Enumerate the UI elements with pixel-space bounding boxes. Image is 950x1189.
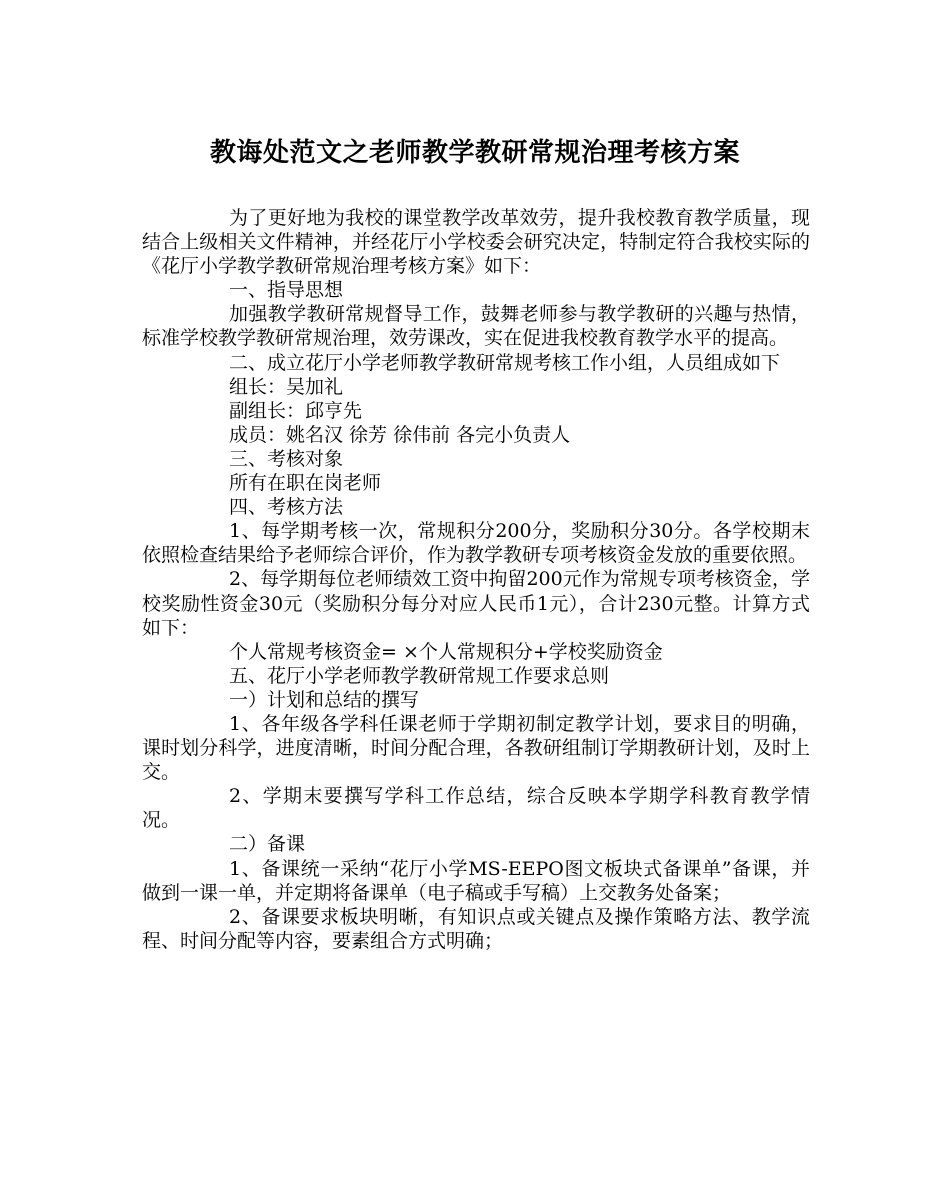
numbered-item: 1、各年级各学科任课老师于学期初制定教学计划，要求目的明确，课时划分科学，进度清晰，时间分配合理，各教研组制订学期教研计划，及时上交。 — [142, 712, 810, 784]
section-heading-assessment-target: 三、考核对象 — [229, 447, 344, 470]
intro-paragraph: 为了更好地为我校的课堂教学改革效劳，提升我校教育教学质量，现结合上级相关文件精神，并经花厅小学校委会研究决定，特制定符合我校实际的《花厅小学教学教研常规治理考核方案》如下： — [142, 207, 810, 278]
section-heading-general-requirements: 五、花厅小学老师教学教研常规工作要求总则 — [229, 664, 610, 687]
subsection-heading-plans: 一）计划和总结的撰写 — [229, 688, 420, 711]
group-leader-line: 组长：吴加礼 — [229, 375, 344, 398]
section-heading-guiding-ideology: 一、指导思想 — [229, 279, 344, 302]
numbered-item: 1、备课统一采纳“花厅小学MS-EEPO图文板块式备课单”备课，并做到一课一单，并定期将备课单（电子稿或手写稿）上交教务处备案； — [142, 857, 810, 904]
subsection-heading-lesson-prep: 二）备课 — [229, 833, 306, 856]
formula-line: 个人常规考核资金= ×个人常规积分+学校奖励资金 — [229, 640, 663, 663]
section-heading-working-group: 二、成立花厅小学老师教学教研常规考核工作小组，人员组成如下 — [229, 351, 781, 374]
numbered-item: 2、备课要求板块明晰，有知识点或关键点及操作策略方法、教学流程、时间分配等内容，要素组合方式明确； — [142, 905, 810, 952]
numbered-item: 1、每学期考核一次，常规积分200分，奖励积分30分。各学校期末依照检查结果给予老师综合评价，作为教学教研专项考核资金发放的重要依照。 — [142, 520, 810, 567]
section-heading-assessment-method: 四、考核方法 — [229, 496, 344, 519]
numbered-item: 2、学期末要撰写学科工作总结，综合反映本学期学科教育教学情况。 — [142, 785, 810, 832]
document-title: 教诲处范文之老师教学教研常规治理考核方案 — [209, 138, 740, 168]
members-line: 成员：姚名汉 徐芳 徐伟前 各完小负责人 — [229, 423, 571, 446]
document-body — [142, 206, 810, 953]
deputy-leader-line: 副组长：邱亨先 — [229, 399, 363, 422]
body-paragraph: 加强教学教研常规督导工作，鼓舞老师参与教学教研的兴趣与热情，标准学校教学教研常规治理，效劳课改，实在促进我校教育教学水平的提高。 — [142, 303, 810, 350]
numbered-item: 2、每学期每位老师绩效工资中拘留200元作为常规专项考核资金，学校奖励性资金30元（奖励积分每分对应人民币1元），合计230元整。计算方式如下： — [142, 568, 810, 639]
body-paragraph: 所有在职在岗老师 — [229, 472, 382, 495]
